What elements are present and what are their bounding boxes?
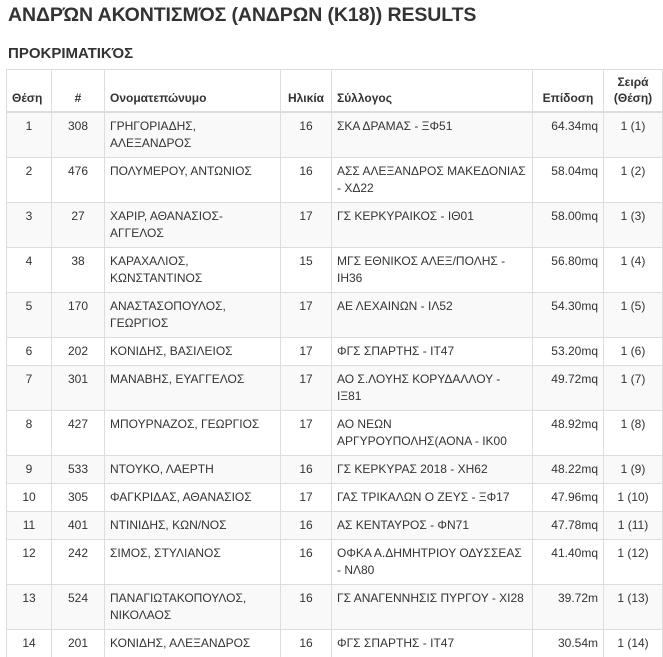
cell-position: 4 xyxy=(7,248,52,293)
cell-mark: 39.72m xyxy=(533,585,604,630)
table-row xyxy=(7,512,663,540)
section-title: ΠΡΟΚΡΙΜΑΤΙΚΌΣ xyxy=(8,45,133,62)
cell-club: ΑΣΣ ΑΛΕΞΑΝΔΡΟΣ ΜΑΚΕΔΟΝΙΑΣ - ΧΔ22 xyxy=(332,158,533,203)
cell-bib: 38 xyxy=(52,248,105,293)
cell-club: ΦΓΣ ΣΠΑΡΤΗΣ - ΙΤ47 xyxy=(332,630,533,657)
cell-mark: 48.92mq xyxy=(533,411,604,456)
cell-age: 16 xyxy=(281,456,332,484)
cell-heat-place: 1 (8) xyxy=(604,411,663,456)
header-place-label: (Θέση) xyxy=(609,90,657,106)
cell-club: ΑΟ Σ.ΛΟΥΗΣ ΚΟΡΥΔΑΛΛΟΥ - ΙΞ81 xyxy=(332,366,533,411)
cell-heat-place: 1 (6) xyxy=(604,338,663,366)
cell-club: ΓΣ ΑΝΑΓΕΝΝΗΣΙΣ ΠΥΡΓΟΥ - ΧΙ28 xyxy=(332,585,533,630)
cell-age: 17 xyxy=(281,293,332,338)
cell-heat-place: 1 (2) xyxy=(604,158,663,203)
table-row xyxy=(7,338,663,366)
cell-club: ΑΣ ΚΕΝΤΑΥΡΟΣ - ΦΝ71 xyxy=(332,512,533,540)
cell-heat-place: 1 (10) xyxy=(604,484,663,512)
cell-mark: 47.96mq xyxy=(533,484,604,512)
cell-position: 8 xyxy=(7,411,52,456)
cell-bib: 170 xyxy=(52,293,105,338)
table-row xyxy=(7,293,663,338)
cell-position: 1 xyxy=(7,112,52,158)
cell-heat-place: 1 (4) xyxy=(604,248,663,293)
cell-athlete-name: ΚΟΝΙΔΗΣ, ΑΛΕΞΑΝΔΡΟΣ xyxy=(105,630,281,657)
cell-heat-place: 1 (5) xyxy=(604,293,663,338)
cell-mark: 49.72mq xyxy=(533,366,604,411)
cell-bib: 524 xyxy=(52,585,105,630)
page-title: ΑΝΔΡΏΝ ΑΚΟΝΤΙΣΜΌΣ (ΑΝΔΡΩΝ (Κ18)) RESULTS xyxy=(8,4,476,27)
cell-club: ΜΓΣ ΕΘΝΙΚΟΣ ΑΛΕΞ/ΠΟΛΗΣ - ΙΗ36 xyxy=(332,248,533,293)
cell-mark: 41.40mq xyxy=(533,540,604,585)
cell-athlete-name: ΠΑΝΑΓΙΩΤΑΚΟΠΟΥΛΟΣ, ΝΙΚΟΛΑΟΣ xyxy=(105,585,281,630)
header-heat-label: Σειρά xyxy=(609,74,657,90)
cell-mark: 64.34mq xyxy=(533,112,604,158)
cell-club: ΑΟ ΝΕΩΝ ΑΡΓΥΡΟΥΠΟΛΗΣ(ΑΟΝΑ - ΙΚ00 xyxy=(332,411,533,456)
cell-bib: 305 xyxy=(52,484,105,512)
cell-bib: 476 xyxy=(52,158,105,203)
cell-bib: 308 xyxy=(52,112,105,158)
cell-position: 5 xyxy=(7,293,52,338)
cell-position: 3 xyxy=(7,203,52,248)
cell-athlete-name: ΠΟΛΥΜΕΡΟΥ, ΑΝΤΩΝΙΟΣ xyxy=(105,158,281,203)
cell-athlete-name: ΝΤΙΝΙΔΗΣ, ΚΩΝ/ΝΟΣ xyxy=(105,512,281,540)
cell-position: 9 xyxy=(7,456,52,484)
cell-club: ΓΣ ΚΕΡΚΥΡΑΣ 2018 - ΧΗ62 xyxy=(332,456,533,484)
header-position: Θέση xyxy=(7,70,52,113)
cell-position: 11 xyxy=(7,512,52,540)
cell-heat-place: 1 (9) xyxy=(604,456,663,484)
header-bib: # xyxy=(52,70,105,113)
cell-heat-place: 1 (3) xyxy=(604,203,663,248)
cell-heat-place: 1 (14) xyxy=(604,630,663,657)
table-row xyxy=(7,540,663,585)
cell-athlete-name: ΧΑΡΙΡ, ΑΘΑΝΑΣΙΟΣ-ΑΓΓΕΛΟΣ xyxy=(105,203,281,248)
cell-position: 14 xyxy=(7,630,52,657)
cell-club: ΑΕ ΛΕΧΑΙΝΩΝ - ΙΛ52 xyxy=(332,293,533,338)
cell-position: 12 xyxy=(7,540,52,585)
cell-mark: 53.20mq xyxy=(533,338,604,366)
table-row xyxy=(7,456,663,484)
header-club: Σύλλογος xyxy=(332,70,533,113)
cell-age: 16 xyxy=(281,540,332,585)
cell-age: 17 xyxy=(281,338,332,366)
cell-club: ΓΑΣ ΤΡΙΚΑΛΩΝ Ο ΖΕΥΣ - ΞΦ17 xyxy=(332,484,533,512)
table-row xyxy=(7,158,663,203)
cell-bib: 401 xyxy=(52,512,105,540)
cell-athlete-name: ΚΑΡΑΧΑΛΙΟΣ, ΚΩΝΣΤΑΝΤΙΝΟΣ xyxy=(105,248,281,293)
cell-age: 16 xyxy=(281,112,332,158)
cell-age: 16 xyxy=(281,630,332,657)
cell-age: 16 xyxy=(281,158,332,203)
cell-heat-place: 1 (12) xyxy=(604,540,663,585)
header-mark: Επίδοση xyxy=(533,70,604,113)
cell-athlete-name: ΜΑΝΑΒΗΣ, ΕΥΑΓΓΕΛΟΣ xyxy=(105,366,281,411)
table-row xyxy=(7,630,663,657)
cell-age: 15 xyxy=(281,248,332,293)
header-name: Ονοματεπώνυμο xyxy=(105,70,281,113)
cell-mark: 58.00mq xyxy=(533,203,604,248)
cell-age: 17 xyxy=(281,484,332,512)
cell-club: ΓΣ ΚΕΡΚΥΡΑΙΚΟΣ - ΙΘ01 xyxy=(332,203,533,248)
cell-bib: 301 xyxy=(52,366,105,411)
header-heat-place xyxy=(604,70,663,113)
cell-athlete-name: ΚΟΝΙΔΗΣ, ΒΑΣΙΛΕΙΟΣ xyxy=(105,338,281,366)
table-row xyxy=(7,203,663,248)
cell-mark: 30.54m xyxy=(533,630,604,657)
cell-heat-place: 1 (7) xyxy=(604,366,663,411)
cell-heat-place: 1 (13) xyxy=(604,585,663,630)
cell-club: ΦΓΣ ΣΠΑΡΤΗΣ - ΙΤ47 xyxy=(332,338,533,366)
cell-position: 7 xyxy=(7,366,52,411)
cell-club: ΣΚΑ ΔΡΑΜΑΣ - ΞΦ51 xyxy=(332,112,533,158)
results-table xyxy=(6,69,663,657)
cell-athlete-name: ΓΡΗΓΟΡΙΑΔΗΣ, ΑΛΕΞΑΝΔΡΟΣ xyxy=(105,112,281,158)
table-header-row xyxy=(7,70,663,113)
cell-heat-place: 1 (11) xyxy=(604,512,663,540)
cell-athlete-name: ΑΝΑΣΤΑΣΟΠΟΥΛΟΣ, ΓΕΩΡΓΙΟΣ xyxy=(105,293,281,338)
cell-age: 16 xyxy=(281,585,332,630)
cell-mark: 58.04mq xyxy=(533,158,604,203)
cell-bib: 242 xyxy=(52,540,105,585)
cell-age: 17 xyxy=(281,203,332,248)
table-row xyxy=(7,585,663,630)
cell-bib: 202 xyxy=(52,338,105,366)
cell-athlete-name: ΜΠΟΥΡΝΑΖΟΣ, ΓΕΩΡΓΙΟΣ xyxy=(105,411,281,456)
cell-athlete-name: ΝΤΟΥΚΟ, ΛΑΕΡΤΗ xyxy=(105,456,281,484)
table-row xyxy=(7,248,663,293)
cell-age: 17 xyxy=(281,411,332,456)
cell-mark: 47.78mq xyxy=(533,512,604,540)
cell-mark: 56.80mq xyxy=(533,248,604,293)
cell-age: 16 xyxy=(281,512,332,540)
header-age: Ηλικία xyxy=(281,70,332,113)
cell-position: 2 xyxy=(7,158,52,203)
cell-heat-place: 1 (1) xyxy=(604,112,663,158)
results-body xyxy=(7,112,663,657)
table-row xyxy=(7,411,663,456)
cell-bib: 533 xyxy=(52,456,105,484)
cell-mark: 48.22mq xyxy=(533,456,604,484)
cell-position: 6 xyxy=(7,338,52,366)
cell-position: 10 xyxy=(7,484,52,512)
cell-bib: 27 xyxy=(52,203,105,248)
cell-bib: 427 xyxy=(52,411,105,456)
cell-position: 13 xyxy=(7,585,52,630)
cell-club: ΟΦΚΑ Α.ΔΗΜΗΤΡΙΟΥ ΟΔΥΣΣΕΑΣ - ΝΛ80 xyxy=(332,540,533,585)
cell-age: 17 xyxy=(281,366,332,411)
table-row xyxy=(7,484,663,512)
cell-athlete-name: ΦΑΓΚΡΙΔΑΣ, ΑΘΑΝΑΣΙΟΣ xyxy=(105,484,281,512)
table-row xyxy=(7,112,663,158)
cell-athlete-name: ΣΙΜΟΣ, ΣΤΥΛΙΑΝΟΣ xyxy=(105,540,281,585)
table-row xyxy=(7,366,663,411)
cell-mark: 54.30mq xyxy=(533,293,604,338)
cell-bib: 201 xyxy=(52,630,105,657)
